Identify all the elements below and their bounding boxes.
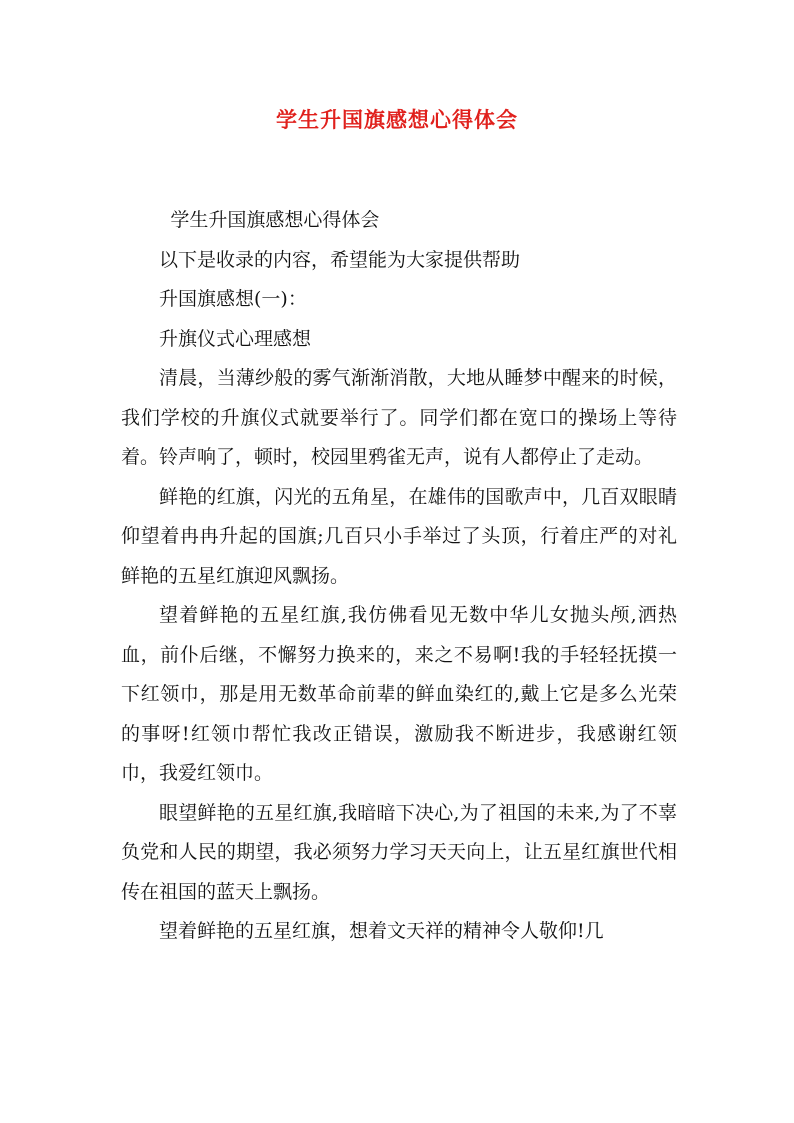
intro-line: 以下是收录的内容，希望能为大家提供帮助 — [159, 248, 521, 271]
document-title: 学生升国旗感想心得体会 — [276, 107, 518, 132]
essay-title: 升旗仪式心理感想 — [159, 327, 312, 350]
paragraph: 鲜艳的红旗，闪光的五角星，在雄伟的国歌声中，几百双眼睛仰望着冉冉升起的国旗;几百只小手举过了头顶，行着庄严的对礼鲜艳的五星红旗迎风飘扬。 — [121, 485, 677, 587]
paragraph: 眼望鲜艳的五星红旗,我暗暗下决心,为了祖国的未来,为了不辜负党和人民的期望，我必须努力学习天天向上，让五星红旗世代相传在祖国的蓝天上飘扬。 — [121, 801, 677, 903]
paragraph: 望着鲜艳的五星红旗,我仿佛看见无数中华儿女抛头颅,洒热血，前仆后继，不懈努力换来的，来之不易啊!我的手轻轻抚摸一下红领巾，那是用无数革命前辈的鲜血染红的,戴上它是多么光荣的事呀!红领巾帮忙我改正错误，激励我不断进步，我感谢红领巾，我爱红领巾。 — [121, 604, 677, 784]
subtitle-line: 学生升国旗感想心得体会 — [170, 209, 380, 231]
document-body — [121, 201, 677, 952]
paragraph: 清晨，当薄纱般的雾气渐渐消散，大地从睡梦中醒来的时候，我们学校的升旗仪式就要举行了。同学们都在宽口的操场上等待着。铃声响了，顿时，校园里鸦雀无声，说有人都停止了走动。 — [121, 367, 677, 468]
section-heading: 升国旗感想(一)： — [159, 288, 307, 310]
paragraph: 望着鲜艳的五星红旗，想着文天祥的精神令人敬仰!几 — [159, 920, 604, 942]
